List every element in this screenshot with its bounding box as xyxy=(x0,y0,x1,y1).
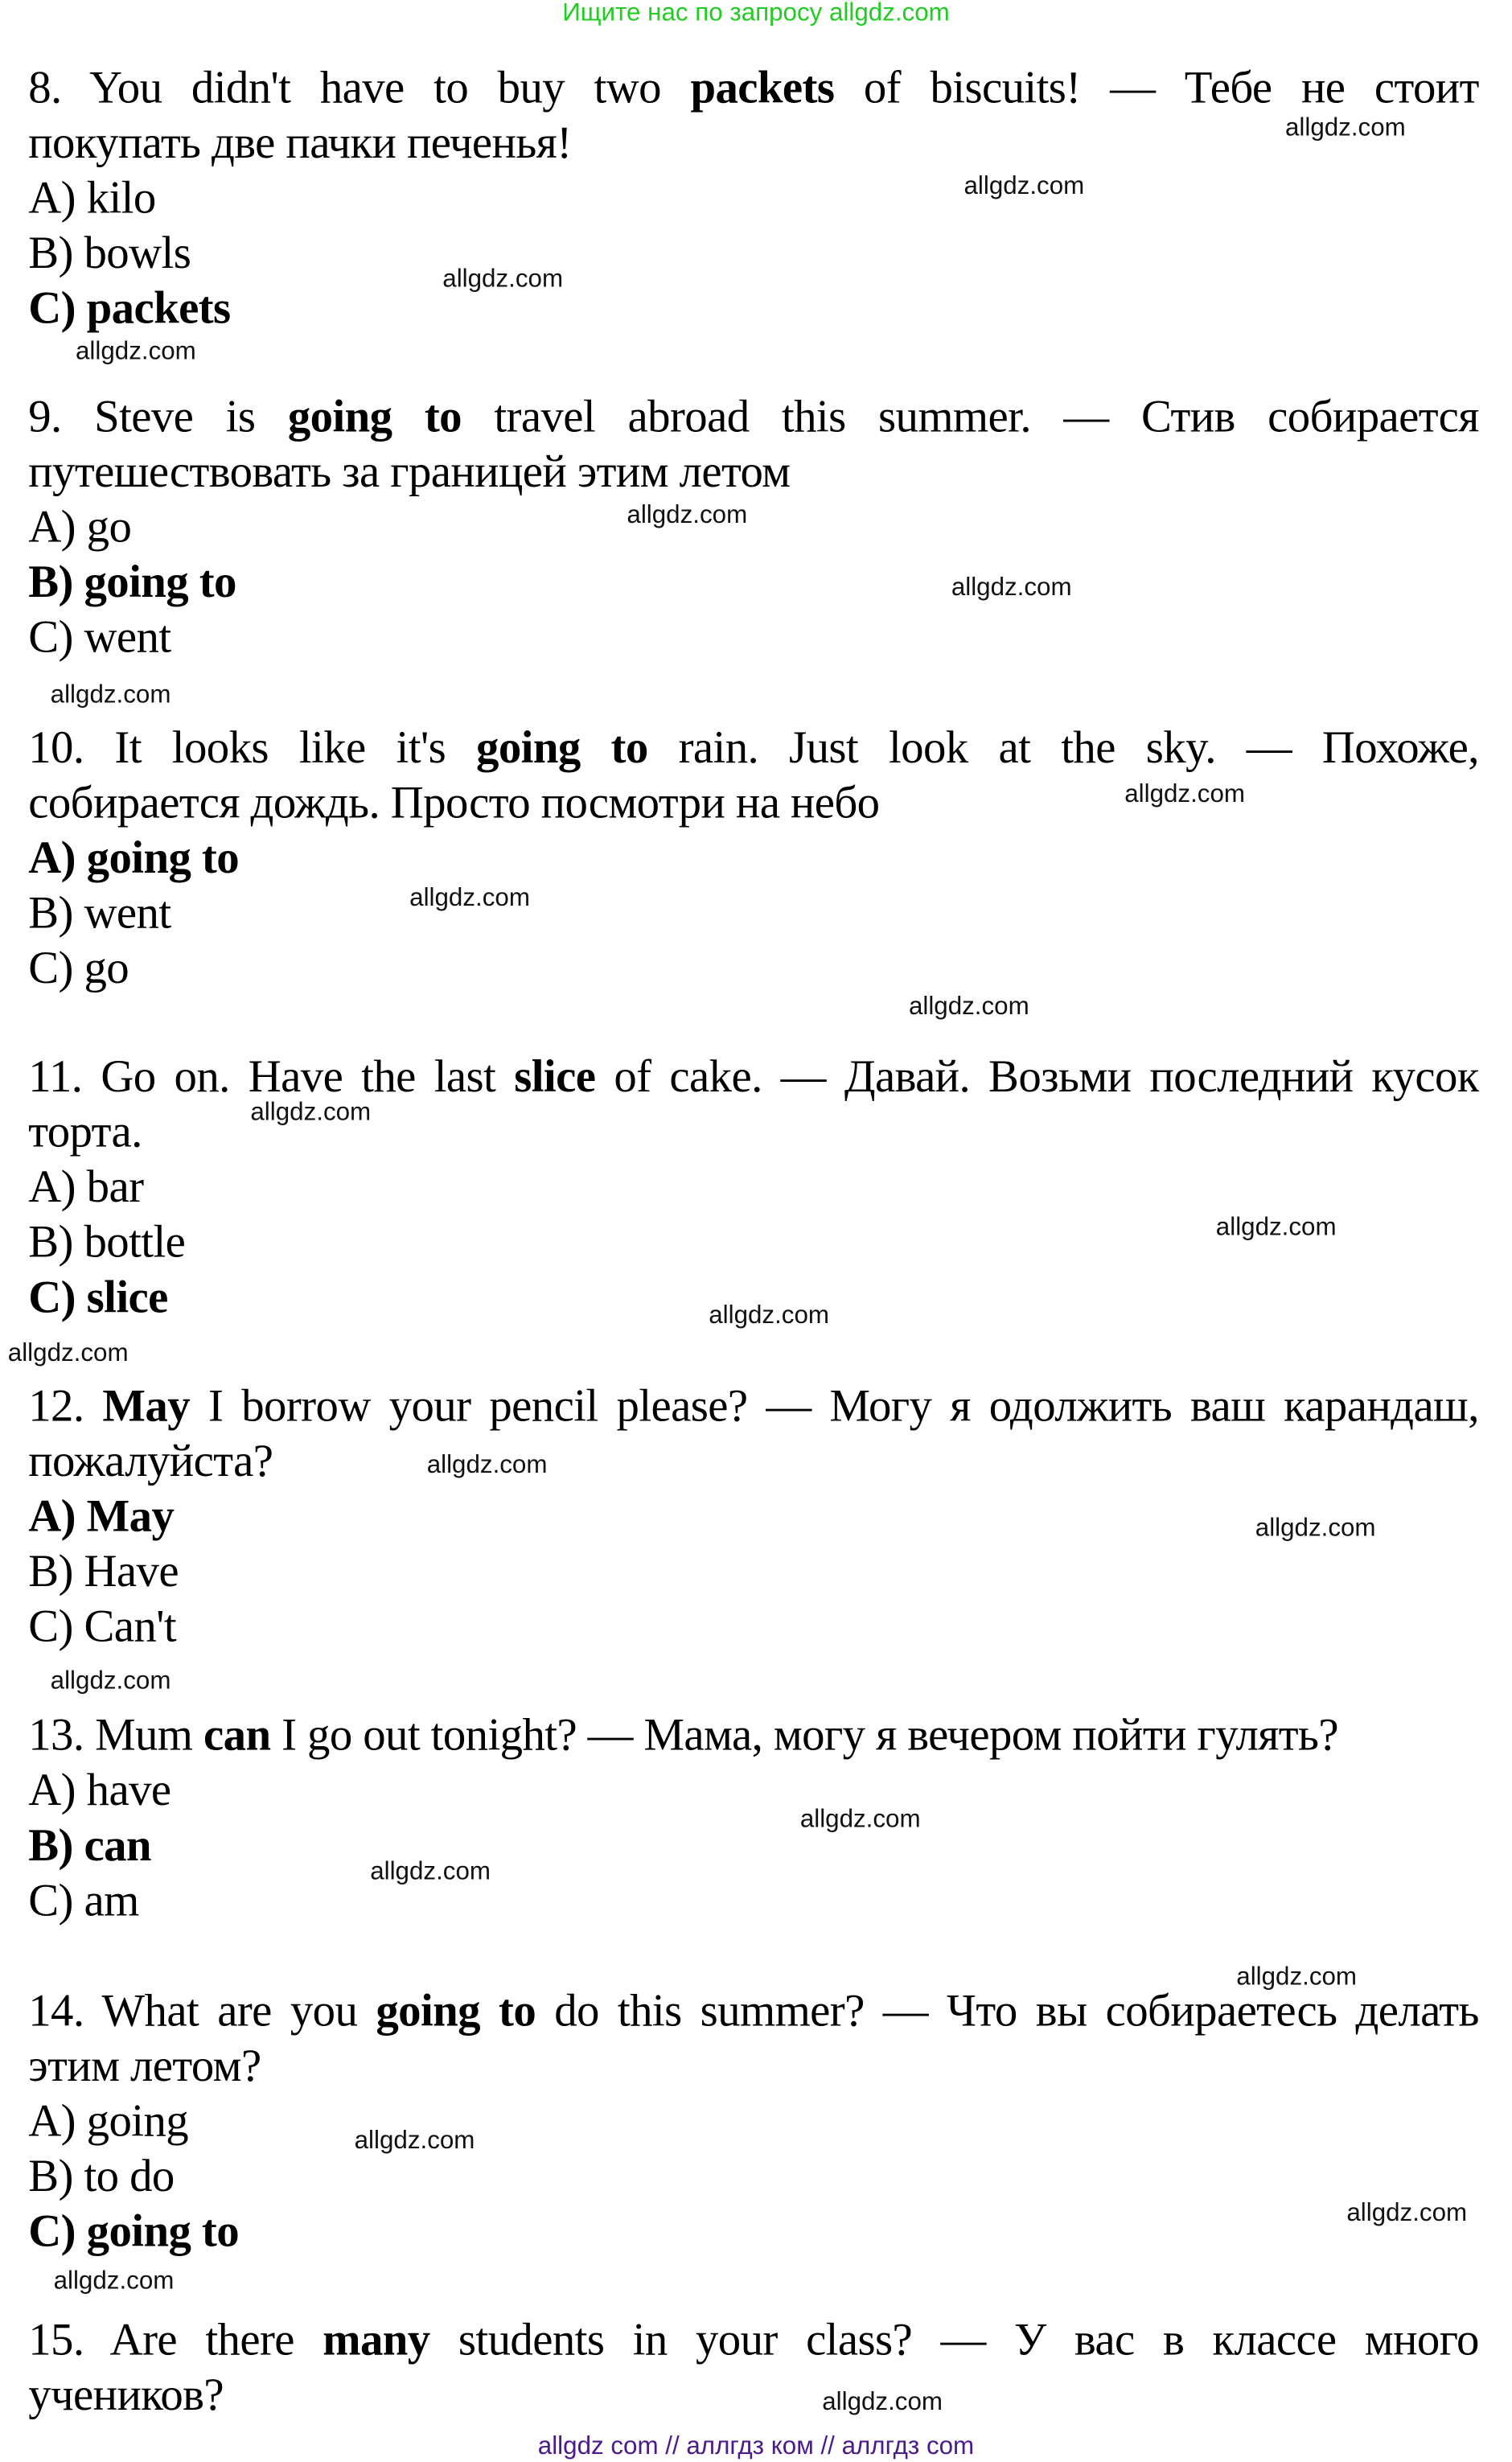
text-segment: 11. Go on. Have the last xyxy=(28,1052,515,1103)
highlighted-word: many xyxy=(323,2315,430,2366)
text-segment: пожалуйста? xyxy=(28,1436,273,1487)
question-text-line xyxy=(28,2367,1479,2423)
answer-option xyxy=(28,2094,1479,2150)
highlighted-word: slice xyxy=(514,1052,596,1103)
question-text-line xyxy=(28,2038,1479,2094)
watermark: allgdz.com xyxy=(75,339,196,366)
text-segment: I go out tonight? — Мама, могу я вечером пойти гулять? xyxy=(270,1710,1338,1761)
question-text-line xyxy=(28,1379,1479,1435)
option-text: go xyxy=(84,943,129,994)
option-letter: C) xyxy=(28,1272,76,1323)
option-letter: B) xyxy=(28,2152,73,2202)
option-letter: B) xyxy=(28,1547,73,1597)
question-text-line xyxy=(28,1433,1479,1490)
text-segment: этим летом? xyxy=(28,2041,261,2092)
question-text-line xyxy=(28,444,1479,500)
option-text: can xyxy=(84,1820,151,1872)
option-letter: C) xyxy=(28,1601,73,1653)
question-text-line xyxy=(28,1708,1479,1764)
watermark: allgdz.com xyxy=(1346,2200,1468,2228)
answer-option xyxy=(28,1599,1479,1655)
option-letter: B) xyxy=(28,1820,73,1872)
answer-option xyxy=(28,1818,1479,1874)
answer-option xyxy=(28,940,1479,997)
watermark: allgdz.com xyxy=(7,1340,129,1367)
question-text-line xyxy=(28,115,1479,171)
option-letter: A) xyxy=(28,1765,76,1816)
answer-option xyxy=(28,1872,1479,1929)
option-letter: B) xyxy=(28,888,73,939)
watermark: allgdz.com xyxy=(250,1099,372,1127)
watermark: allgdz.com xyxy=(822,2389,943,2417)
answer-option xyxy=(28,1543,1479,1600)
text-segment: собирается дождь. Просто посмотри на небо xyxy=(28,778,880,829)
question-text-line xyxy=(28,1049,1479,1105)
watermark: allgdz.com xyxy=(370,1858,491,1886)
watermark: allgdz.com xyxy=(1284,114,1406,142)
option-text: going to xyxy=(86,2206,240,2258)
option-letter: B) xyxy=(28,557,73,608)
option-text: kilo xyxy=(86,173,156,224)
text-segment: travel abroad this summer. — Стив собирается xyxy=(461,392,1479,443)
highlighted-word: May xyxy=(102,1381,191,1432)
option-text: Have xyxy=(84,1547,179,1597)
watermark: allgdz.com xyxy=(442,265,564,294)
option-letter: C) xyxy=(28,283,76,335)
answer-option xyxy=(28,610,1479,666)
watermark: allgdz.com xyxy=(963,173,1085,200)
watermark: allgdz.com xyxy=(799,1806,921,1834)
text-segment: путешествовать за границей этим летом xyxy=(28,447,791,498)
text-segment: 15. Are there xyxy=(28,2315,323,2366)
option-text: went xyxy=(84,612,171,664)
option-text: packets xyxy=(86,283,231,335)
site-footer[interactable]: allgdz com // аллгдз ком // аллгдз com xyxy=(537,2433,975,2460)
watermark: allgdz.com xyxy=(1124,781,1246,808)
watermark: allgdz.com xyxy=(908,993,1029,1021)
option-text: have xyxy=(86,1765,171,1816)
watermark: allgdz.com xyxy=(53,2267,175,2296)
watermark: allgdz.com xyxy=(409,885,530,912)
text-segment: I borrow your pencil please? — Могу я одолжить ваш карандаш, xyxy=(190,1381,1479,1432)
watermark: allgdz.com xyxy=(426,1452,548,1479)
text-segment: торта. xyxy=(28,1107,142,1158)
answer-option xyxy=(28,499,1479,556)
watermark: allgdz.com xyxy=(709,1302,830,1330)
option-letter: A) xyxy=(28,173,76,224)
answer-option xyxy=(28,1762,1479,1819)
answer-option xyxy=(28,281,1479,337)
question-text-line xyxy=(28,389,1479,446)
option-letter: C) xyxy=(28,2206,76,2258)
answer-option xyxy=(28,1159,1479,1215)
option-letter: A) xyxy=(28,1491,76,1543)
question-text-line xyxy=(28,60,1479,116)
option-text: going to xyxy=(84,557,236,608)
watermark: allgdz.com xyxy=(627,502,748,529)
option-letter: A) xyxy=(28,832,76,884)
highlighted-word: going to xyxy=(376,1986,536,2037)
text-segment: of biscuits! — Тебе не стоит xyxy=(834,63,1479,113)
option-text: bar xyxy=(86,1162,144,1213)
watermark: allgdz.com xyxy=(1215,1214,1337,1242)
text-segment: students in your class? — У вас в классе много xyxy=(429,2315,1479,2366)
option-text: went xyxy=(84,888,171,939)
text-segment: 8. You didn't have to buy two xyxy=(28,63,691,113)
answer-option xyxy=(28,170,1479,226)
text-segment: 12. xyxy=(28,1381,103,1432)
highlighted-word: going to xyxy=(287,392,462,443)
option-text: going to xyxy=(86,832,240,884)
text-segment: rain. Just look at the sky. — Похоже, xyxy=(647,722,1479,774)
question-text-line xyxy=(28,2312,1479,2369)
option-text: Can't xyxy=(84,1601,177,1653)
watermark: allgdz.com xyxy=(951,574,1072,602)
highlighted-word: packets xyxy=(690,63,835,113)
text-segment: do this summer? — Что вы собираетесь делать xyxy=(536,1986,1479,2037)
option-letter: A) xyxy=(28,502,76,553)
text-segment: 9. Steve is xyxy=(28,392,288,443)
option-text: May xyxy=(86,1491,175,1543)
answer-option xyxy=(28,2148,1479,2205)
highlighted-word: can xyxy=(203,1710,271,1761)
watermark: allgdz.com xyxy=(1255,1515,1376,1543)
answer-option xyxy=(28,554,1479,610)
question-text-line xyxy=(28,720,1479,776)
option-text: slice xyxy=(86,1272,168,1323)
option-letter: A) xyxy=(28,2096,76,2148)
answer-option xyxy=(28,830,1479,886)
text-segment: 13. Mum xyxy=(28,1710,204,1761)
text-segment: покупать две пачки печенья! xyxy=(28,117,572,169)
question-text-line xyxy=(28,1104,1479,1161)
watermark: allgdz.com xyxy=(50,681,171,709)
option-letter: C) xyxy=(28,943,73,994)
text-segment: 10. It looks like it's xyxy=(28,722,477,774)
question-text-line xyxy=(28,775,1479,831)
option-text: to do xyxy=(84,2152,175,2202)
option-text: go xyxy=(86,502,132,553)
option-letter: A) xyxy=(28,1162,76,1213)
option-letter: C) xyxy=(28,1876,73,1927)
watermark: allgdz.com xyxy=(354,2127,475,2155)
answer-option xyxy=(28,225,1479,282)
text-segment: учеников? xyxy=(28,2370,224,2421)
option-text: bottle xyxy=(84,1217,186,1268)
option-text: am xyxy=(84,1876,139,1927)
text-segment: of cake. — Давай. Возьми последний кусок xyxy=(595,1052,1479,1103)
option-letter: B) xyxy=(28,228,73,279)
site-banner[interactable]: Ищите нас по запросу allgdz.com xyxy=(562,0,950,27)
option-text: bowls xyxy=(84,228,191,279)
option-letter: C) xyxy=(28,612,73,664)
watermark: allgdz.com xyxy=(50,1667,171,1695)
option-letter: B) xyxy=(28,1217,73,1268)
answer-option xyxy=(28,2204,1479,2260)
option-text: going xyxy=(86,2096,189,2148)
highlighted-word: going to xyxy=(476,722,648,774)
text-segment: 14. What are you xyxy=(28,1986,376,2037)
answer-option xyxy=(28,886,1479,942)
watermark: allgdz.com xyxy=(1236,1964,1358,1991)
